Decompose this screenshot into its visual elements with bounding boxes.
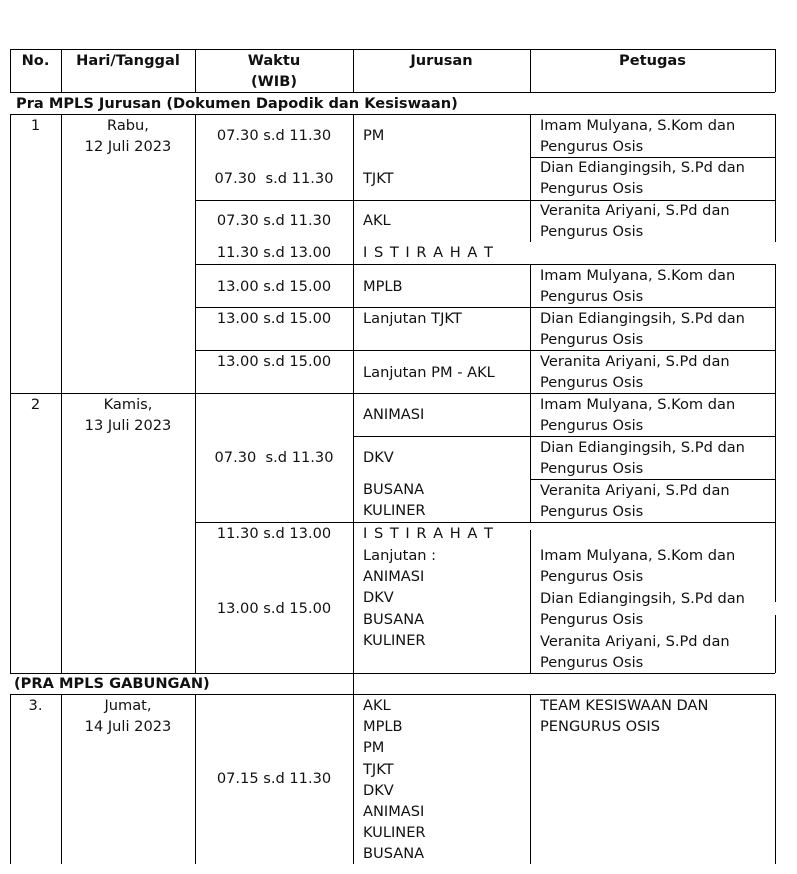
day3-date: Jumat, 14 Juli 2023 bbox=[84, 697, 172, 736]
day1-petugas-tjkt: Dian Ediangingsih, S.Pd dan Pengurus Osis bbox=[540, 159, 745, 198]
header-no: No. bbox=[21, 52, 50, 69]
day2-number: 2 bbox=[30, 396, 41, 413]
day2-petugas-3: Veranita Ariyani, S.Pd dan Pengurus Osis bbox=[540, 482, 730, 521]
column-divider bbox=[530, 114, 531, 242]
day1-jurusan-tjkt: TJKT bbox=[363, 170, 394, 187]
day2-jurusan-animasi: ANIMASI bbox=[363, 406, 425, 423]
section-title-pra-mpls-jurusan: Pra MPLS Jurusan (Dokumen Dapodik dan Kesiswaan) bbox=[16, 95, 458, 112]
day1-jurusan-akl: AKL bbox=[363, 212, 391, 229]
day2-date: Kamis, 13 Juli 2023 bbox=[84, 396, 172, 435]
table-right-border bbox=[775, 264, 776, 602]
day1-waktu-lanjutan-tjkt: 13.00 s.d 15.00 bbox=[216, 310, 332, 327]
day3-waktu: 07.15 s.d 11.30 bbox=[216, 770, 332, 787]
day2-istirahat: I S T I R A H A T bbox=[363, 525, 494, 542]
day1-jurusan-mplb: MPLB bbox=[363, 278, 403, 295]
day1-waktu-pm: 07.30 s.d 11.30 bbox=[216, 127, 332, 144]
day1-petugas-lanjutan-pm-akl: Veranita Ariyani, S.Pd dan Pengurus Osis bbox=[540, 353, 730, 392]
table-right-border bbox=[775, 49, 776, 92]
table-right-border bbox=[775, 615, 776, 673]
header-jurusan: Jurusan bbox=[410, 52, 473, 69]
column-divider bbox=[195, 114, 196, 673]
day1-jurusan-lanjutan-tjkt: Lanjutan TJKT bbox=[363, 310, 462, 327]
day3-petugas: TEAM KESISWAAN DAN PENGURUS OSIS bbox=[540, 697, 709, 736]
column-divider bbox=[530, 530, 531, 673]
day2-jurusan-dkv: DKV bbox=[363, 449, 394, 466]
day1-istirahat: I S T I R A H A T bbox=[363, 244, 494, 261]
day2-waktu-istirahat: 11.30 s.d 13.00 bbox=[216, 525, 332, 542]
header-waktu: Waktu (WIB) bbox=[247, 52, 301, 91]
day2-waktu-pagi: 07.30 s.d 11.30 bbox=[214, 449, 334, 466]
day1-waktu-istirahat: 11.30 s.d 13.00 bbox=[216, 244, 332, 261]
day2-petugas-1: Imam Mulyana, S.Kom dan Pengurus Osis bbox=[540, 396, 736, 435]
column-divider bbox=[530, 694, 531, 864]
day1-waktu-lanjutan-pm-akl: 13.00 s.d 15.00 bbox=[216, 353, 332, 370]
column-divider bbox=[530, 264, 531, 522]
day2-waktu-siang: 13.00 s.d 15.00 bbox=[216, 600, 332, 617]
day1-date: Rabu, 12 Juli 2023 bbox=[84, 117, 172, 156]
day1-petugas-lanjutan-tjkt: Dian Ediangingsih, S.Pd dan Pengurus Osis bbox=[540, 310, 745, 349]
header-hari-tanggal: Hari/Tanggal bbox=[76, 52, 180, 69]
day2-jurusan-busana-kuliner: BUSANA KULINER bbox=[363, 481, 426, 520]
day2-jurusan-lanjutan: Lanjutan : ANIMASI DKV BUSANA KULINER bbox=[363, 547, 437, 649]
day1-waktu-tjkt: 07.30 s.d 11.30 bbox=[214, 170, 334, 187]
day2-petugas-6: Veranita Ariyani, S.Pd dan Pengurus Osis bbox=[540, 633, 730, 672]
day3-number: 3. bbox=[28, 697, 43, 714]
table-left-border bbox=[10, 694, 11, 864]
day1-petugas-akl: Veranita Ariyani, S.Pd dan Pengurus Osis bbox=[540, 202, 730, 241]
day1-petugas-pm: Imam Mulyana, S.Kom dan Pengurus Osis bbox=[540, 117, 736, 156]
day3-jurusan-list: AKL MPLB PM TJKT DKV ANIMASI KULINER BUSANA bbox=[363, 697, 426, 863]
day1-waktu-akl: 07.30 s.d 11.30 bbox=[216, 212, 332, 229]
day2-petugas-5: Dian Ediangingsih, S.Pd dan Pengurus Osis bbox=[540, 590, 745, 629]
day2-petugas-4: Imam Mulyana, S.Kom dan Pengurus Osis bbox=[540, 547, 736, 586]
table-right-border bbox=[775, 694, 776, 864]
header-petugas: Petugas bbox=[619, 52, 686, 69]
day1-number: 1 bbox=[30, 117, 41, 134]
section-title-pra-mpls-gabungan: (PRA MPLS GABUNGAN) bbox=[14, 675, 210, 692]
day1-petugas-mplb: Imam Mulyana, S.Kom dan Pengurus Osis bbox=[540, 267, 736, 306]
table-right-border bbox=[775, 114, 776, 242]
day2-petugas-2: Dian Ediangingsih, S.Pd dan Pengurus Osis bbox=[540, 439, 745, 478]
day1-jurusan-lanjutan-pm-akl: Lanjutan PM - AKL bbox=[363, 364, 495, 381]
day1-waktu-mplb: 13.00 s.d 15.00 bbox=[216, 278, 332, 295]
column-divider bbox=[353, 114, 354, 864]
day1-jurusan-pm: PM bbox=[363, 127, 385, 144]
